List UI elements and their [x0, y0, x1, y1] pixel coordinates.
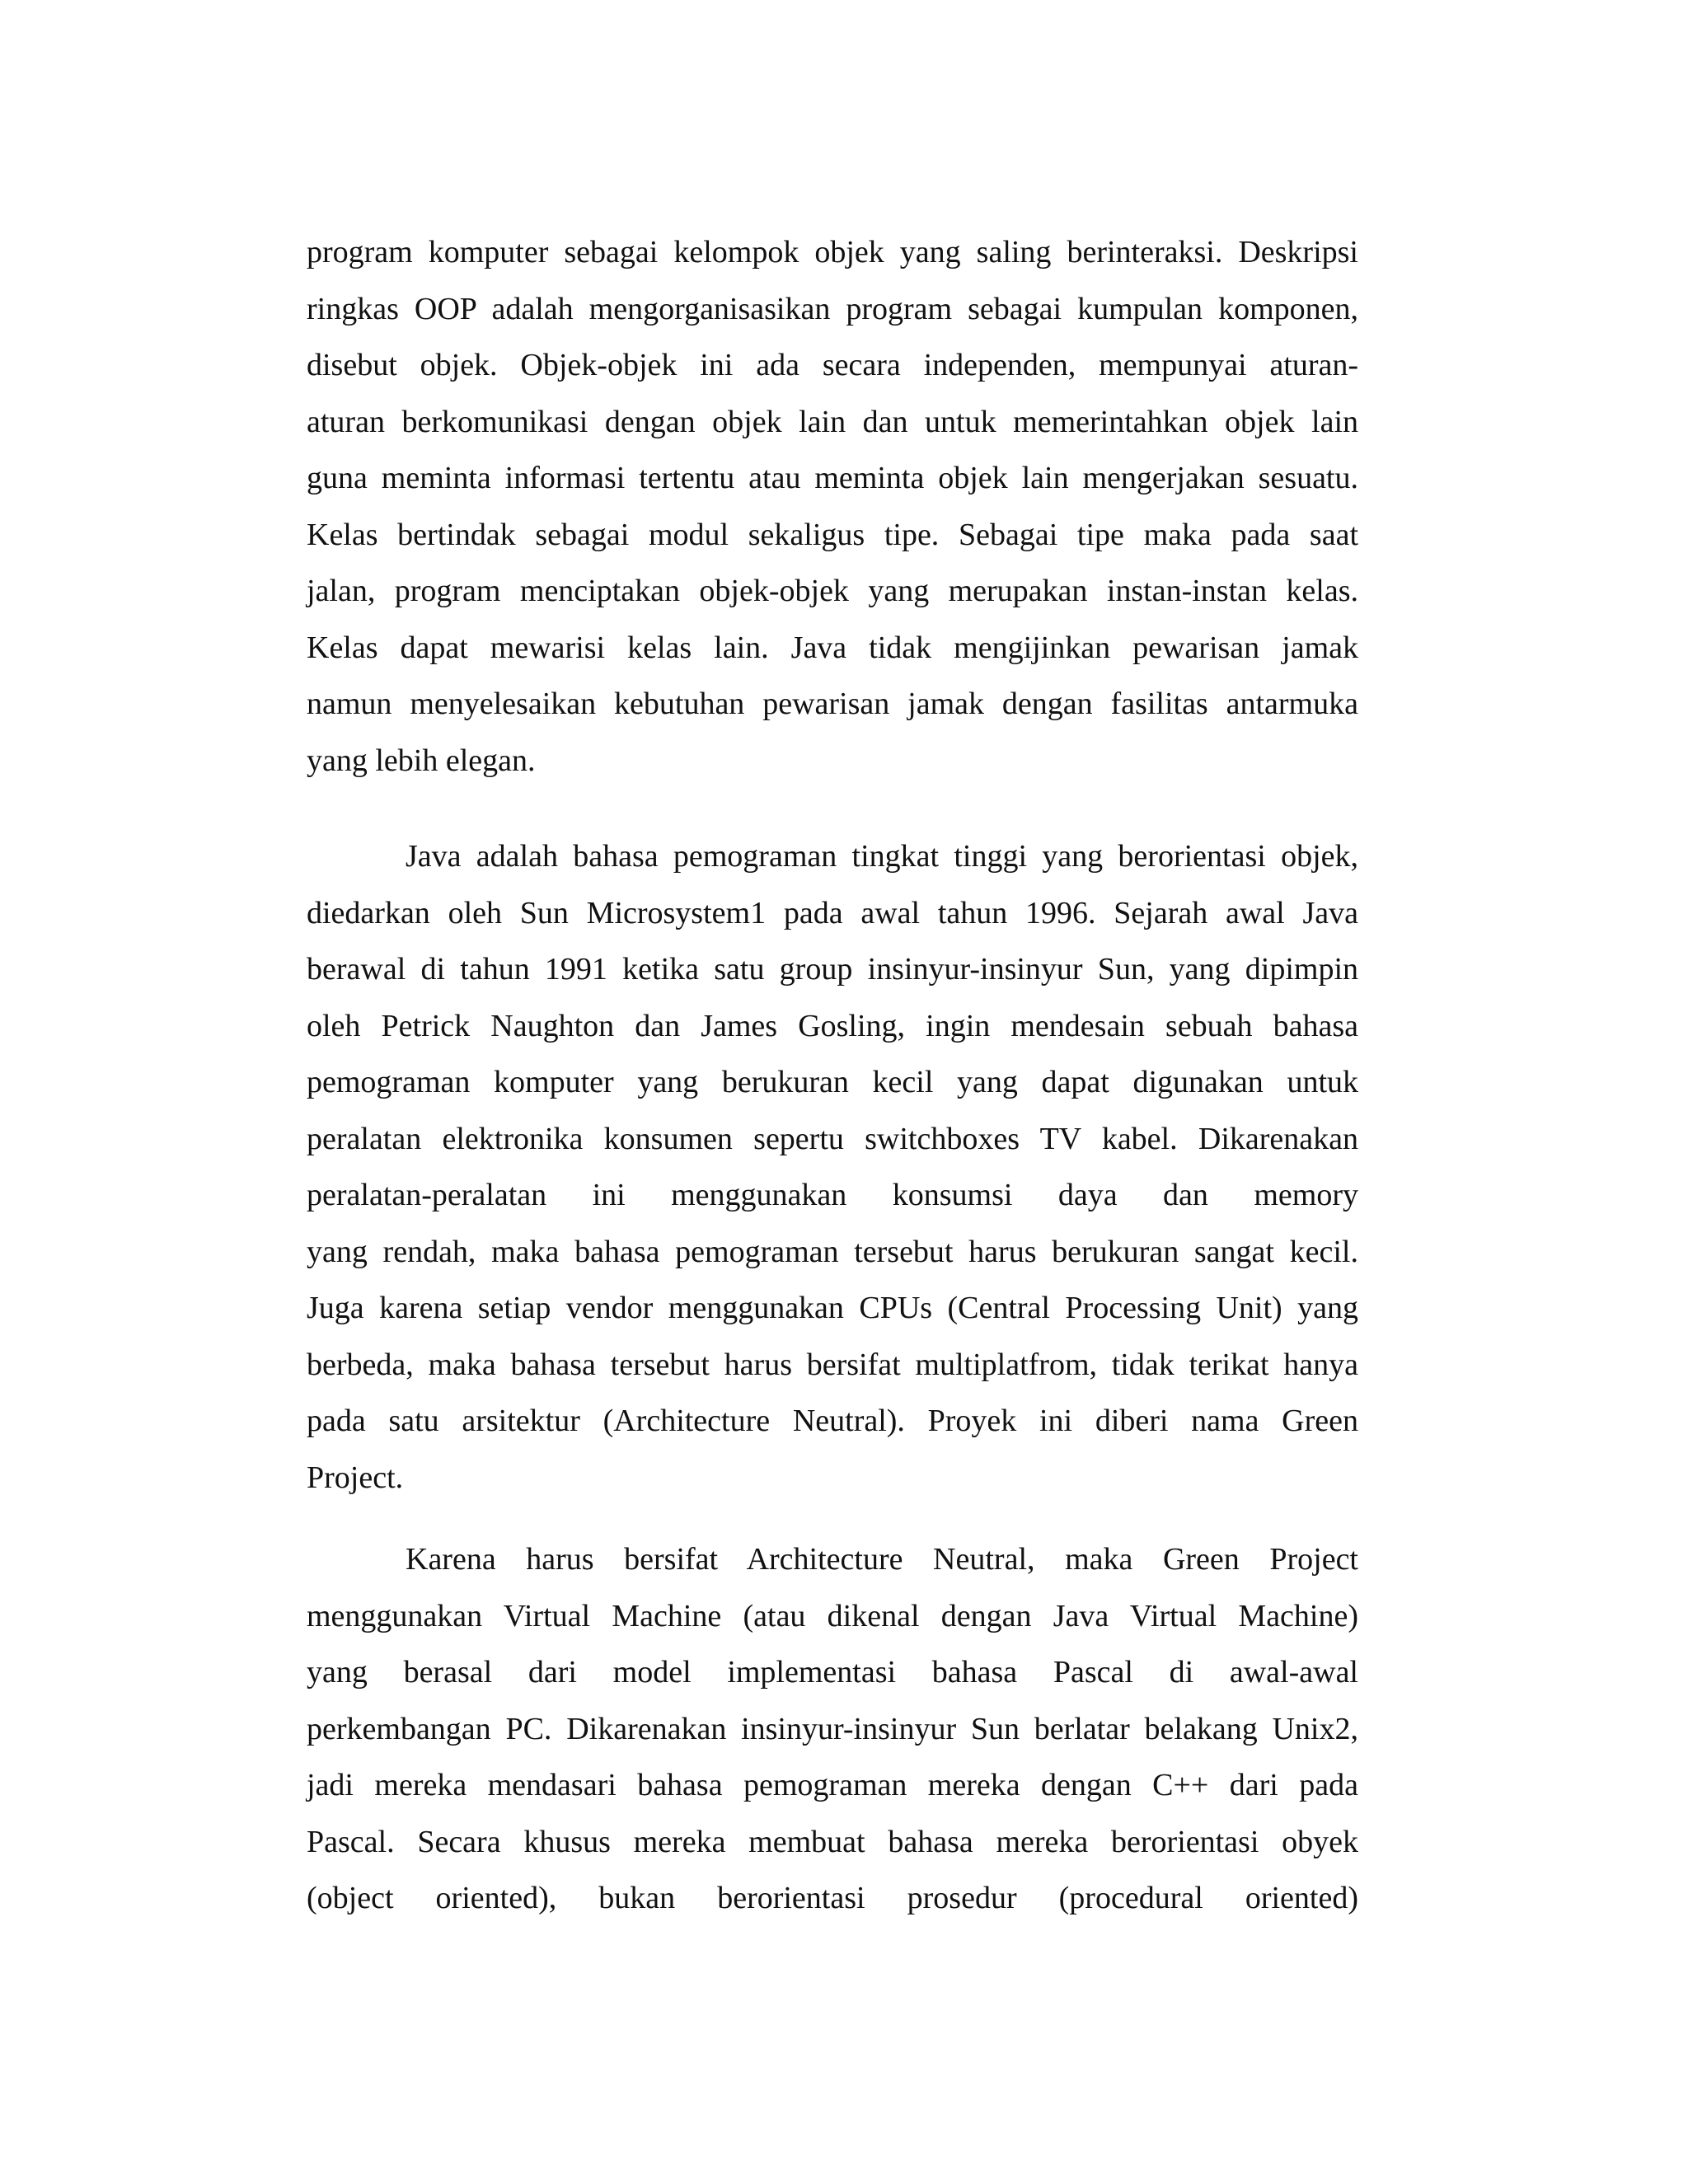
text-line: Kelas dapat mewarisi kelas lain. Java tidak mengijinkan pewarisan jamak — [307, 630, 1358, 665]
text-line: aturan berkomunikasi dengan objek lain dan untuk memerintahkan objek lain — [307, 404, 1358, 439]
text-line: peralatan-peralatan ini menggunakan konsumsi daya dan memory — [307, 1178, 1358, 1212]
text-line: pemograman komputer yang berukuran kecil yang dapat digunakan untuk — [307, 1065, 1358, 1099]
text-line: berbeda, maka bahasa tersebut harus bersifat multiplatfrom, tidak terikat hanya — [307, 1347, 1358, 1382]
text-line: perkembangan PC. Dikarenakan insinyur-insinyur Sun berlatar belakang Unix2, — [307, 1711, 1358, 1746]
text-line: diedarkan oleh Sun Microsystem1 pada awal tahun 1996. Sejarah awal Java — [307, 895, 1358, 930]
text-line: jadi mereka mendasari bahasa pemograman mereka dengan C++ dari pada — [307, 1768, 1358, 1802]
text-line: yang rendah, maka bahasa pemograman tersebut harus berukuran sangat kecil. — [307, 1234, 1358, 1269]
text-line: program komputer sebagai kelompok objek yang saling berinteraksi. Deskripsi — [307, 235, 1358, 269]
text-line: oleh Petrick Naughton dan James Gosling, ingin mendesain sebuah bahasa — [307, 1008, 1358, 1043]
text-line: yang berasal dari model implementasi bahasa Pascal di awal-awal — [307, 1655, 1358, 1690]
text-line: Karena harus bersifat Architecture Neutral, maka Green Project — [406, 1542, 1358, 1577]
text-line: Kelas bertindak sebagai modul sekaligus tipe. Sebagai tipe maka pada saat — [307, 517, 1358, 552]
text-line: Java adalah bahasa pemograman tingkat tinggi yang berorientasi objek, — [406, 839, 1358, 874]
text-line: berawal di tahun 1991 ketika satu group insinyur-insinyur Sun, yang dipimpin — [307, 952, 1358, 987]
text-line: guna meminta informasi tertentu atau meminta objek lain mengerjakan sesuatu. — [307, 461, 1358, 495]
text-line: Juga karena setiap vendor menggunakan CPUs (Central Processing Unit) yang — [307, 1291, 1358, 1325]
text-line: jalan, program menciptakan objek-objek yang merupakan instan-instan kelas. — [307, 574, 1358, 608]
text-line: Project. — [307, 1460, 404, 1495]
paragraph-1 — [307, 224, 1358, 789]
paragraph-2 — [307, 828, 1358, 1506]
text-line: peralatan elektronika konsumen sepertu switchboxes TV kabel. Dikarenakan — [307, 1121, 1358, 1156]
paragraph-3 — [307, 1531, 1358, 1927]
text-line: namun menyelesaikan kebutuhan pewarisan jamak dengan fasilitas antarmuka — [307, 687, 1358, 721]
text-line: Pascal. Secara khusus mereka membuat bahasa mereka berorientasi obyek — [307, 1824, 1358, 1859]
text-line: pada satu arsitektur (Architecture Neutral). Proyek ini diberi nama Green — [307, 1404, 1358, 1438]
text-line: yang lebih elegan. — [307, 743, 536, 778]
text-line: (object oriented), bukan berorientasi prosedur (procedural oriented) — [307, 1881, 1358, 1915]
text-line: ringkas OOP adalah mengorganisasikan program sebagai kumpulan komponen, — [307, 291, 1358, 326]
text-line: disebut objek. Objek-objek ini ada secara independen, mempunyai aturan- — [307, 348, 1358, 382]
text-line: menggunakan Virtual Machine (atau dikenal dengan Java Virtual Machine) — [307, 1598, 1358, 1633]
